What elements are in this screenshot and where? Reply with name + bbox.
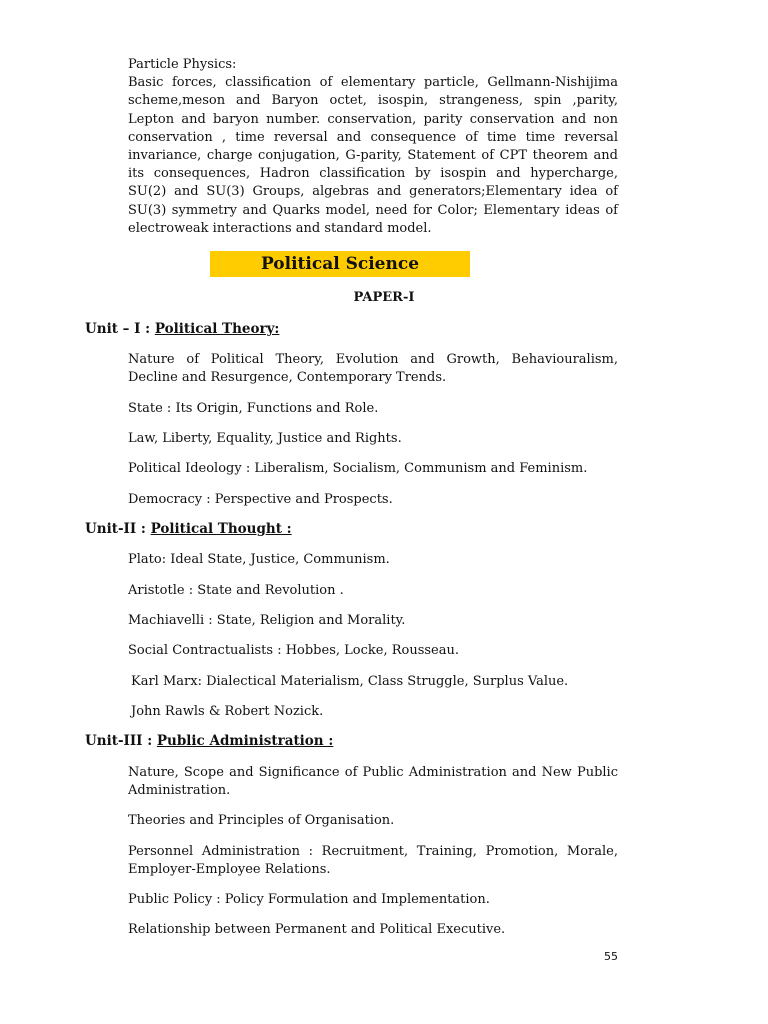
unit-heading — [85, 321, 279, 337]
unit-heading — [85, 521, 292, 537]
particle-physics-section — [128, 56, 618, 238]
list-item: Law, Liberty, Equality, Justice and Rights. — [128, 431, 402, 446]
list-item: Personnel Administration : Recruitment, Training, Promotion, Morale, Employer-Employee Relations. — [128, 844, 618, 877]
list-item: Plato: Ideal State, Justice, Communism. — [128, 552, 390, 567]
page-number: 55 — [604, 950, 618, 963]
subject-banner: Political Science — [210, 251, 470, 277]
list-item: John Rawls & Robert Nozick. — [131, 704, 324, 719]
list-item: State : Its Origin, Functions and Role. — [128, 401, 379, 416]
unit-title: Political Thought : — [150, 521, 292, 537]
unit-prefix: Unit-II : — [85, 521, 151, 537]
list-item: Karl Marx: Dialectical Materialism, Class Struggle, Surplus Value. — [131, 674, 569, 689]
unit-heading — [85, 733, 333, 749]
list-item: Nature of Political Theory, Evolution and Growth, Behaviouralism, Decline and Resurgence, Contemporary Trends. — [128, 352, 618, 385]
list-item: Social Contractualists : Hobbes, Locke, Rousseau. — [128, 643, 459, 658]
list-item: Aristotle : State and Revolution . — [128, 583, 344, 598]
list-item: Theories and Principles of Organisation. — [128, 813, 395, 828]
list-item: Machiavelli : State, Religion and Morality. — [128, 613, 406, 628]
unit-prefix: Unit – I : — [85, 321, 155, 337]
paper-title: PAPER-I — [353, 290, 415, 305]
unit-prefix: Unit-III : — [85, 733, 157, 749]
list-item: Nature, Scope and Significance of Public Administration and New Public Administration. — [128, 765, 618, 798]
list-item: Democracy : Perspective and Prospects. — [128, 492, 393, 507]
list-item: Political Ideology : Liberalism, Socialism, Communism and Feminism. — [128, 461, 588, 476]
section-heading: Particle Physics: — [128, 57, 237, 72]
paragraph: Basic forces, classification of elementary particle, Gellmann-Nishijima scheme,meson and Baryon octet, isospin, strangeness, spin ,parity, Lepton and baryon number. conservation, parity conservation and non conservation , time reversal and consequence of time time reversal invariance, charge conjugation, G-parity, Statement of CPT theorem and its consequences, Hadron classification by isospin and hypercharge, SU(2) and SU(3) Groups, algebras and generators;Elementary idea of SU(3) symmetry and Quarks model, need for Color; Elementary ideas of electroweak interactions and standard model. — [128, 75, 618, 236]
unit-title: Political Theory: — [154, 321, 280, 337]
unit-title: Public Administration : — [156, 733, 334, 749]
list-item: Public Policy : Policy Formulation and Implementation. — [128, 892, 490, 907]
list-item: Relationship between Permanent and Political Executive. — [128, 922, 506, 937]
